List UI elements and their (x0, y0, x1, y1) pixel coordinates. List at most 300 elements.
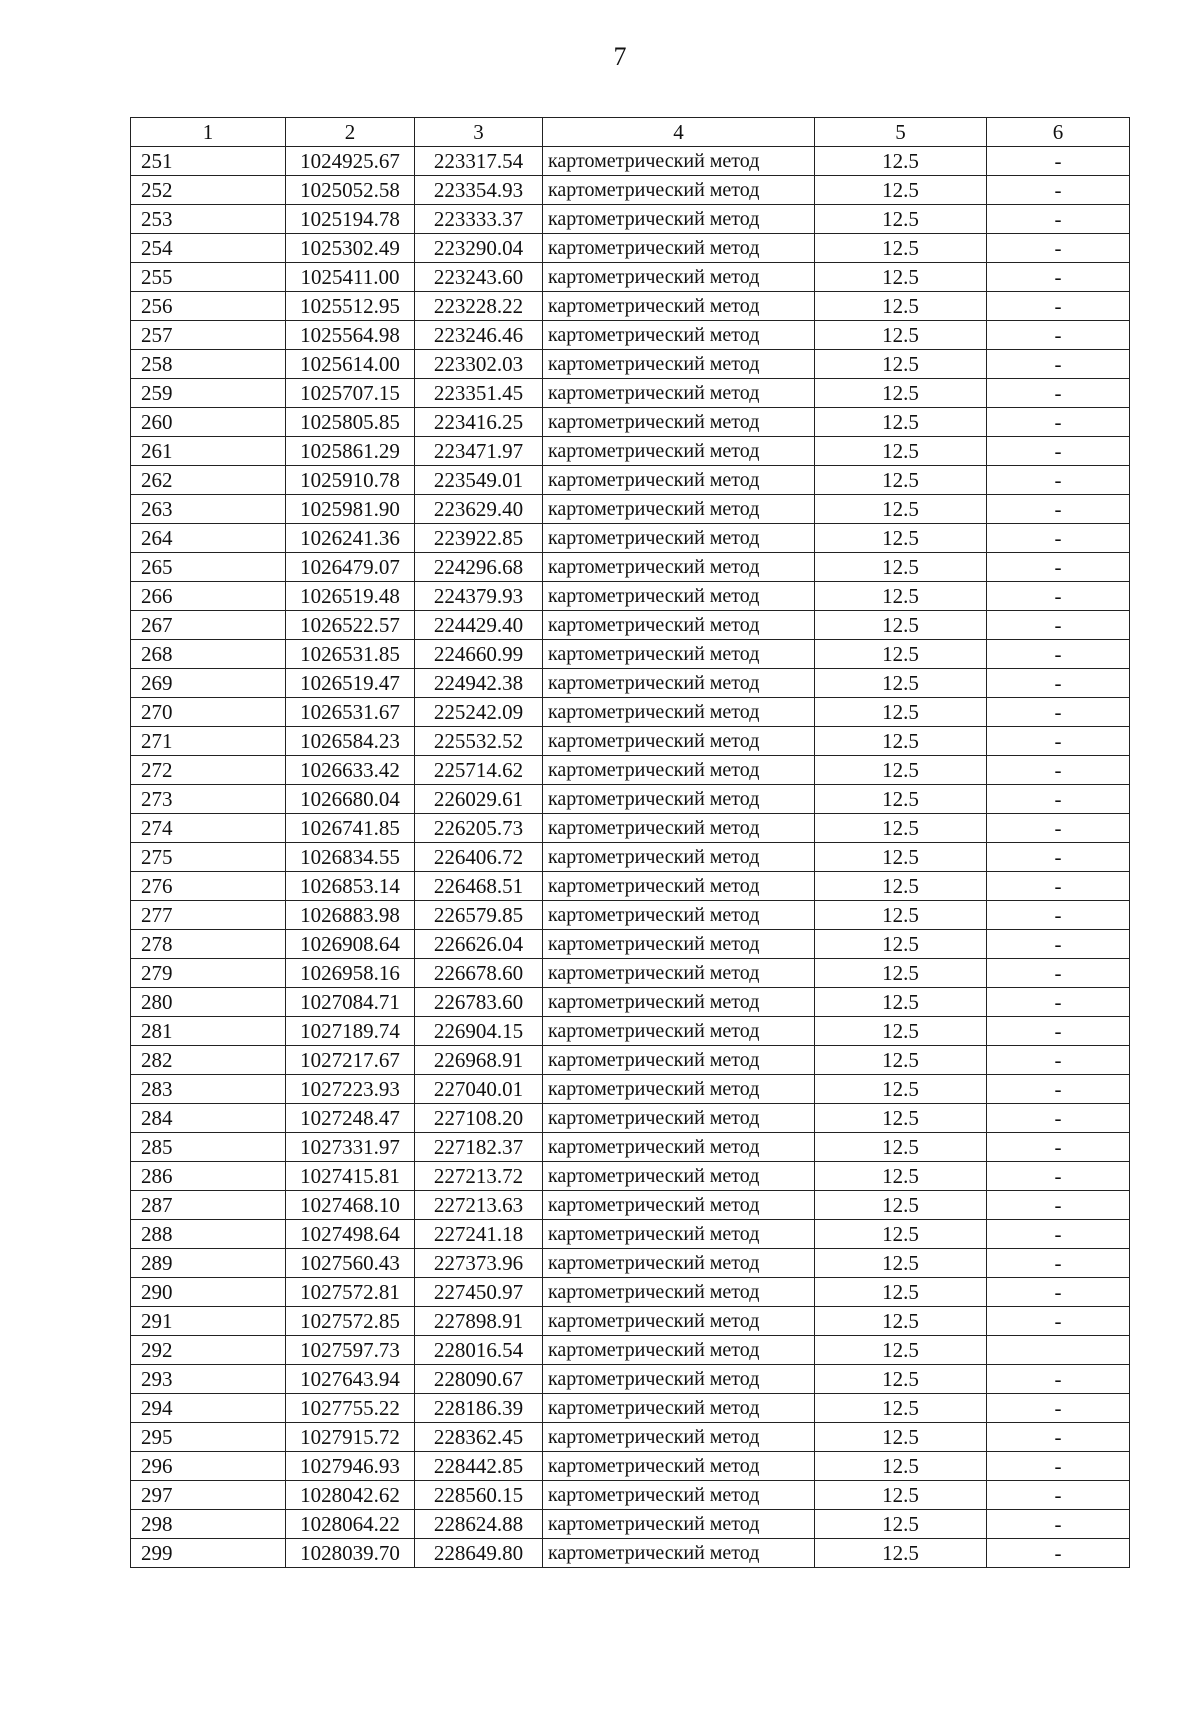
method-cell: картометрический метод (543, 147, 815, 176)
column-header-5: 5 (815, 118, 987, 147)
note-cell: - (987, 437, 1130, 466)
note-cell: - (987, 1452, 1130, 1481)
note-cell: - (987, 1481, 1130, 1510)
note-cell: - (987, 1075, 1130, 1104)
point-number-cell: 257 (131, 321, 286, 350)
y-coordinate-cell: 223302.03 (415, 350, 543, 379)
x-coordinate-cell: 1026531.85 (286, 640, 415, 669)
note-cell: - (987, 408, 1130, 437)
note-cell: - (987, 1133, 1130, 1162)
precision-cell: 12.5 (815, 1133, 987, 1162)
table-row (131, 669, 1130, 698)
method-cell: картометрический метод (543, 1452, 815, 1481)
table-row (131, 611, 1130, 640)
y-coordinate-cell: 223228.22 (415, 292, 543, 321)
y-coordinate-cell: 226626.04 (415, 930, 543, 959)
method-cell: картометрический метод (543, 814, 815, 843)
y-coordinate-cell: 223629.40 (415, 495, 543, 524)
y-coordinate-cell: 226205.73 (415, 814, 543, 843)
method-cell: картометрический метод (543, 1307, 815, 1336)
precision-cell: 12.5 (815, 785, 987, 814)
table-row (131, 959, 1130, 988)
point-number-cell: 266 (131, 582, 286, 611)
method-cell: картометрический метод (543, 205, 815, 234)
x-coordinate-cell: 1026519.47 (286, 669, 415, 698)
note-cell: - (987, 959, 1130, 988)
method-cell: картометрический метод (543, 1481, 815, 1510)
x-coordinate-cell: 1027572.85 (286, 1307, 415, 1336)
method-cell: картометрический метод (543, 1249, 815, 1278)
x-coordinate-cell: 1025614.00 (286, 350, 415, 379)
method-cell: картометрический метод (543, 466, 815, 495)
x-coordinate-cell: 1026633.42 (286, 756, 415, 785)
note-cell: - (987, 1423, 1130, 1452)
precision-cell: 12.5 (815, 1365, 987, 1394)
method-cell: картометрический метод (543, 292, 815, 321)
table-row (131, 524, 1130, 553)
method-cell: картометрический метод (543, 1220, 815, 1249)
table-row (131, 1307, 1130, 1336)
method-cell: картометрический метод (543, 640, 815, 669)
table-row (131, 263, 1130, 292)
table-row (131, 321, 1130, 350)
x-coordinate-cell: 1026853.14 (286, 872, 415, 901)
precision-cell: 12.5 (815, 1481, 987, 1510)
x-coordinate-cell: 1026531.67 (286, 698, 415, 727)
y-coordinate-cell: 223290.04 (415, 234, 543, 263)
table-row (131, 292, 1130, 321)
table-row (131, 466, 1130, 495)
precision-cell: 12.5 (815, 1394, 987, 1423)
precision-cell: 12.5 (815, 1539, 987, 1568)
method-cell: картометрический метод (543, 1133, 815, 1162)
note-cell: - (987, 147, 1130, 176)
x-coordinate-cell: 1026680.04 (286, 785, 415, 814)
method-cell: картометрический метод (543, 437, 815, 466)
table-row (131, 1249, 1130, 1278)
method-cell: картометрический метод (543, 698, 815, 727)
table-row (131, 1539, 1130, 1568)
y-coordinate-cell: 224379.93 (415, 582, 543, 611)
y-coordinate-cell: 227213.63 (415, 1191, 543, 1220)
y-coordinate-cell: 227213.72 (415, 1162, 543, 1191)
point-number-cell: 293 (131, 1365, 286, 1394)
precision-cell: 12.5 (815, 843, 987, 872)
point-number-cell: 269 (131, 669, 286, 698)
table-row (131, 1075, 1130, 1104)
table-row (131, 1423, 1130, 1452)
method-cell: картометрический метод (543, 379, 815, 408)
x-coordinate-cell: 1028039.70 (286, 1539, 415, 1568)
y-coordinate-cell: 228362.45 (415, 1423, 543, 1452)
x-coordinate-cell: 1027946.93 (286, 1452, 415, 1481)
note-cell: - (987, 1162, 1130, 1191)
precision-cell: 12.5 (815, 553, 987, 582)
precision-cell: 12.5 (815, 524, 987, 553)
precision-cell: 12.5 (815, 350, 987, 379)
point-number-cell: 289 (131, 1249, 286, 1278)
point-number-cell: 284 (131, 1104, 286, 1133)
table-row (131, 872, 1130, 901)
note-cell: - (987, 698, 1130, 727)
y-coordinate-cell: 226029.61 (415, 785, 543, 814)
point-number-cell: 271 (131, 727, 286, 756)
y-coordinate-cell: 223333.37 (415, 205, 543, 234)
x-coordinate-cell: 1025981.90 (286, 495, 415, 524)
table-row (131, 814, 1130, 843)
precision-cell: 12.5 (815, 234, 987, 263)
coordinates-table (130, 117, 1130, 1568)
table-row (131, 756, 1130, 785)
method-cell: картометрический метод (543, 785, 815, 814)
note-cell: - (987, 495, 1130, 524)
precision-cell: 12.5 (815, 292, 987, 321)
method-cell: картометрический метод (543, 553, 815, 582)
y-coordinate-cell: 223317.54 (415, 147, 543, 176)
x-coordinate-cell: 1027643.94 (286, 1365, 415, 1394)
note-cell (987, 1336, 1130, 1365)
table-row (131, 785, 1130, 814)
note-cell: - (987, 727, 1130, 756)
y-coordinate-cell: 226406.72 (415, 843, 543, 872)
point-number-cell: 285 (131, 1133, 286, 1162)
point-number-cell: 278 (131, 930, 286, 959)
method-cell: картометрический метод (543, 988, 815, 1017)
x-coordinate-cell: 1027468.10 (286, 1191, 415, 1220)
precision-cell: 12.5 (815, 321, 987, 350)
table-row (131, 1394, 1130, 1423)
precision-cell: 12.5 (815, 1249, 987, 1278)
x-coordinate-cell: 1025564.98 (286, 321, 415, 350)
precision-cell: 12.5 (815, 1046, 987, 1075)
note-cell: - (987, 582, 1130, 611)
table-row (131, 1336, 1130, 1365)
point-number-cell: 279 (131, 959, 286, 988)
precision-cell: 12.5 (815, 1191, 987, 1220)
point-number-cell: 263 (131, 495, 286, 524)
point-number-cell: 270 (131, 698, 286, 727)
table-row (131, 1104, 1130, 1133)
note-cell: - (987, 988, 1130, 1017)
point-number-cell: 268 (131, 640, 286, 669)
x-coordinate-cell: 1027084.71 (286, 988, 415, 1017)
point-number-cell: 298 (131, 1510, 286, 1539)
table-row (131, 988, 1130, 1017)
x-coordinate-cell: 1027498.64 (286, 1220, 415, 1249)
precision-cell: 12.5 (815, 640, 987, 669)
table-row (131, 495, 1130, 524)
point-number-cell: 290 (131, 1278, 286, 1307)
point-number-cell: 291 (131, 1307, 286, 1336)
method-cell: картометрический метод (543, 1539, 815, 1568)
method-cell: картометрический метод (543, 495, 815, 524)
note-cell: - (987, 350, 1130, 379)
point-number-cell: 258 (131, 350, 286, 379)
x-coordinate-cell: 1025861.29 (286, 437, 415, 466)
y-coordinate-cell: 226783.60 (415, 988, 543, 1017)
table-row (131, 582, 1130, 611)
x-coordinate-cell: 1027572.81 (286, 1278, 415, 1307)
note-cell: - (987, 611, 1130, 640)
x-coordinate-cell: 1027915.72 (286, 1423, 415, 1452)
x-coordinate-cell: 1027189.74 (286, 1017, 415, 1046)
y-coordinate-cell: 223416.25 (415, 408, 543, 437)
point-number-cell: 273 (131, 785, 286, 814)
x-coordinate-cell: 1026519.48 (286, 582, 415, 611)
x-coordinate-cell: 1025707.15 (286, 379, 415, 408)
point-number-cell: 275 (131, 843, 286, 872)
note-cell: - (987, 176, 1130, 205)
note-cell: - (987, 234, 1130, 263)
point-number-cell: 276 (131, 872, 286, 901)
y-coordinate-cell: 227373.96 (415, 1249, 543, 1278)
note-cell: - (987, 669, 1130, 698)
table-row (131, 1191, 1130, 1220)
point-number-cell: 256 (131, 292, 286, 321)
note-cell: - (987, 1046, 1130, 1075)
point-number-cell: 262 (131, 466, 286, 495)
precision-cell: 12.5 (815, 205, 987, 234)
point-number-cell: 251 (131, 147, 286, 176)
table-header-row (131, 118, 1130, 147)
column-header-3: 3 (415, 118, 543, 147)
y-coordinate-cell: 227040.01 (415, 1075, 543, 1104)
table-row (131, 205, 1130, 234)
method-cell: картометрический метод (543, 756, 815, 785)
point-number-cell: 274 (131, 814, 286, 843)
y-coordinate-cell: 223351.45 (415, 379, 543, 408)
y-coordinate-cell: 228186.39 (415, 1394, 543, 1423)
x-coordinate-cell: 1027755.22 (286, 1394, 415, 1423)
note-cell: - (987, 466, 1130, 495)
note-cell: - (987, 1539, 1130, 1568)
point-number-cell: 261 (131, 437, 286, 466)
table-row (131, 698, 1130, 727)
point-number-cell: 288 (131, 1220, 286, 1249)
y-coordinate-cell: 224429.40 (415, 611, 543, 640)
precision-cell: 12.5 (815, 437, 987, 466)
x-coordinate-cell: 1027560.43 (286, 1249, 415, 1278)
point-number-cell: 272 (131, 756, 286, 785)
precision-cell: 12.5 (815, 1336, 987, 1365)
x-coordinate-cell: 1026241.36 (286, 524, 415, 553)
precision-cell: 12.5 (815, 1220, 987, 1249)
method-cell: картометрический метод (543, 1336, 815, 1365)
y-coordinate-cell: 223243.60 (415, 263, 543, 292)
point-number-cell: 294 (131, 1394, 286, 1423)
x-coordinate-cell: 1026584.23 (286, 727, 415, 756)
note-cell: - (987, 379, 1130, 408)
note-cell: - (987, 205, 1130, 234)
column-header-2: 2 (286, 118, 415, 147)
x-coordinate-cell: 1027415.81 (286, 1162, 415, 1191)
precision-cell: 12.5 (815, 1423, 987, 1452)
table-row (131, 901, 1130, 930)
method-cell: картометрический метод (543, 524, 815, 553)
x-coordinate-cell: 1026522.57 (286, 611, 415, 640)
method-cell: картометрический метод (543, 930, 815, 959)
point-number-cell: 254 (131, 234, 286, 263)
note-cell: - (987, 1278, 1130, 1307)
y-coordinate-cell: 227108.20 (415, 1104, 543, 1133)
y-coordinate-cell: 223471.97 (415, 437, 543, 466)
x-coordinate-cell: 1027331.97 (286, 1133, 415, 1162)
precision-cell: 12.5 (815, 1452, 987, 1481)
point-number-cell: 292 (131, 1336, 286, 1365)
table-row (131, 408, 1130, 437)
precision-cell: 12.5 (815, 1278, 987, 1307)
x-coordinate-cell: 1024925.67 (286, 147, 415, 176)
y-coordinate-cell: 228090.67 (415, 1365, 543, 1394)
x-coordinate-cell: 1025512.95 (286, 292, 415, 321)
x-coordinate-cell: 1026883.98 (286, 901, 415, 930)
point-number-cell: 282 (131, 1046, 286, 1075)
table-row (131, 1017, 1130, 1046)
y-coordinate-cell: 226468.51 (415, 872, 543, 901)
note-cell: - (987, 640, 1130, 669)
method-cell: картометрический метод (543, 234, 815, 263)
table-row (131, 930, 1130, 959)
table-row (131, 1452, 1130, 1481)
note-cell: - (987, 1017, 1130, 1046)
note-cell: - (987, 1365, 1130, 1394)
method-cell: картометрический метод (543, 1162, 815, 1191)
point-number-cell: 280 (131, 988, 286, 1017)
point-number-cell: 283 (131, 1075, 286, 1104)
point-number-cell: 259 (131, 379, 286, 408)
method-cell: картометрический метод (543, 408, 815, 437)
table-row (131, 727, 1130, 756)
note-cell: - (987, 1249, 1130, 1278)
note-cell: - (987, 1104, 1130, 1133)
y-coordinate-cell: 228560.15 (415, 1481, 543, 1510)
precision-cell: 12.5 (815, 698, 987, 727)
method-cell: картометрический метод (543, 1104, 815, 1133)
point-number-cell: 286 (131, 1162, 286, 1191)
y-coordinate-cell: 228649.80 (415, 1539, 543, 1568)
table-row (131, 1220, 1130, 1249)
point-number-cell: 264 (131, 524, 286, 553)
y-coordinate-cell: 223246.46 (415, 321, 543, 350)
method-cell: картометрический метод (543, 1191, 815, 1220)
precision-cell: 12.5 (815, 727, 987, 756)
precision-cell: 12.5 (815, 814, 987, 843)
point-number-cell: 260 (131, 408, 286, 437)
note-cell: - (987, 872, 1130, 901)
y-coordinate-cell: 225532.52 (415, 727, 543, 756)
x-coordinate-cell: 1025411.00 (286, 263, 415, 292)
method-cell: картометрический метод (543, 1046, 815, 1075)
precision-cell: 12.5 (815, 930, 987, 959)
y-coordinate-cell: 225714.62 (415, 756, 543, 785)
method-cell: картометрический метод (543, 611, 815, 640)
method-cell: картометрический метод (543, 669, 815, 698)
note-cell: - (987, 263, 1130, 292)
y-coordinate-cell: 227450.97 (415, 1278, 543, 1307)
precision-cell: 12.5 (815, 901, 987, 930)
note-cell: - (987, 1191, 1130, 1220)
precision-cell: 12.5 (815, 1307, 987, 1336)
precision-cell: 12.5 (815, 176, 987, 205)
point-number-cell: 255 (131, 263, 286, 292)
y-coordinate-cell: 223354.93 (415, 176, 543, 205)
table-row (131, 640, 1130, 669)
x-coordinate-cell: 1027217.67 (286, 1046, 415, 1075)
note-cell: - (987, 1220, 1130, 1249)
x-coordinate-cell: 1025052.58 (286, 176, 415, 205)
note-cell: - (987, 901, 1130, 930)
y-coordinate-cell: 223922.85 (415, 524, 543, 553)
x-coordinate-cell: 1028064.22 (286, 1510, 415, 1539)
point-number-cell: 265 (131, 553, 286, 582)
precision-cell: 12.5 (815, 495, 987, 524)
precision-cell: 12.5 (815, 1075, 987, 1104)
precision-cell: 12.5 (815, 669, 987, 698)
x-coordinate-cell: 1025805.85 (286, 408, 415, 437)
table-row (131, 234, 1130, 263)
note-cell: - (987, 1394, 1130, 1423)
table-row (131, 176, 1130, 205)
precision-cell: 12.5 (815, 988, 987, 1017)
note-cell: - (987, 292, 1130, 321)
method-cell: картометрический метод (543, 1365, 815, 1394)
precision-cell: 12.5 (815, 872, 987, 901)
method-cell: картометрический метод (543, 1278, 815, 1307)
note-cell: - (987, 814, 1130, 843)
note-cell: - (987, 524, 1130, 553)
note-cell: - (987, 1307, 1130, 1336)
y-coordinate-cell: 226678.60 (415, 959, 543, 988)
method-cell: картометрический метод (543, 1510, 815, 1539)
table-row (131, 1481, 1130, 1510)
note-cell: - (987, 785, 1130, 814)
method-cell: картометрический метод (543, 1423, 815, 1452)
method-cell: картометрический метод (543, 176, 815, 205)
table-row (131, 1046, 1130, 1075)
table-row (131, 147, 1130, 176)
method-cell: картометрический метод (543, 350, 815, 379)
x-coordinate-cell: 1028042.62 (286, 1481, 415, 1510)
method-cell: картометрический метод (543, 959, 815, 988)
y-coordinate-cell: 227898.91 (415, 1307, 543, 1336)
x-coordinate-cell: 1026834.55 (286, 843, 415, 872)
method-cell: картометрический метод (543, 1017, 815, 1046)
method-cell: картометрический метод (543, 1075, 815, 1104)
y-coordinate-cell: 228016.54 (415, 1336, 543, 1365)
table-row (131, 379, 1130, 408)
y-coordinate-cell: 223549.01 (415, 466, 543, 495)
y-coordinate-cell: 226904.15 (415, 1017, 543, 1046)
method-cell: картометрический метод (543, 872, 815, 901)
y-coordinate-cell: 228624.88 (415, 1510, 543, 1539)
x-coordinate-cell: 1025194.78 (286, 205, 415, 234)
y-coordinate-cell: 227241.18 (415, 1220, 543, 1249)
table-row (131, 1365, 1130, 1394)
table-row (131, 553, 1130, 582)
precision-cell: 12.5 (815, 611, 987, 640)
x-coordinate-cell: 1026908.64 (286, 930, 415, 959)
y-coordinate-cell: 224296.68 (415, 553, 543, 582)
point-number-cell: 252 (131, 176, 286, 205)
x-coordinate-cell: 1026958.16 (286, 959, 415, 988)
point-number-cell: 267 (131, 611, 286, 640)
y-coordinate-cell: 225242.09 (415, 698, 543, 727)
note-cell: - (987, 321, 1130, 350)
precision-cell: 12.5 (815, 1162, 987, 1191)
x-coordinate-cell: 1025302.49 (286, 234, 415, 263)
page-number: 7 (613, 42, 627, 71)
precision-cell: 12.5 (815, 147, 987, 176)
